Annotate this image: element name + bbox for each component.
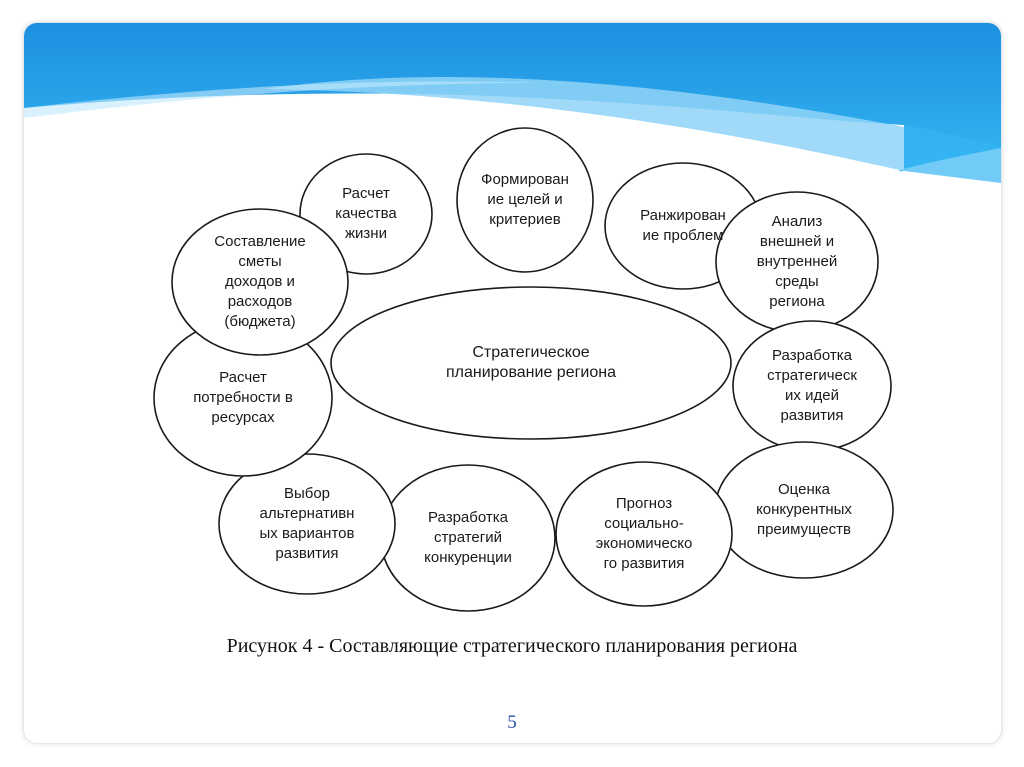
diagram-node-label: Расчет потребности в ресурсах [193,369,293,426]
diagram-node-label: Составление сметы доходов и расходов (бюджета) [214,233,306,330]
figure-caption: Рисунок 4 - Составляющие стратегического планирования региона [226,635,798,657]
diagram-node-label: Расчет качества жизни [335,185,397,242]
diagram-node-label: Разработка стратегий конкуренции [424,509,512,566]
diagram-center-label: Стратегическое планирование региона [445,344,616,381]
page-number: 5 [507,712,517,733]
diagram-node-label: Выбор альтернативн ых вариантов развития [259,485,355,562]
diagram-node-label: Ранжирован ие проблем [640,207,726,244]
diagram-node-label: Формирован ие целей и критериев [481,171,569,228]
diagram-node-label: Разработка стратегическ их идей развития [767,347,857,424]
diagram-node-label: Оценка конкурентных преимуществ [756,481,852,538]
diagram-node-label: Прогноз социально- экономическо го развития [595,495,693,572]
diagram-node-label: Анализ внешней и внутренней среды региона [756,213,838,310]
